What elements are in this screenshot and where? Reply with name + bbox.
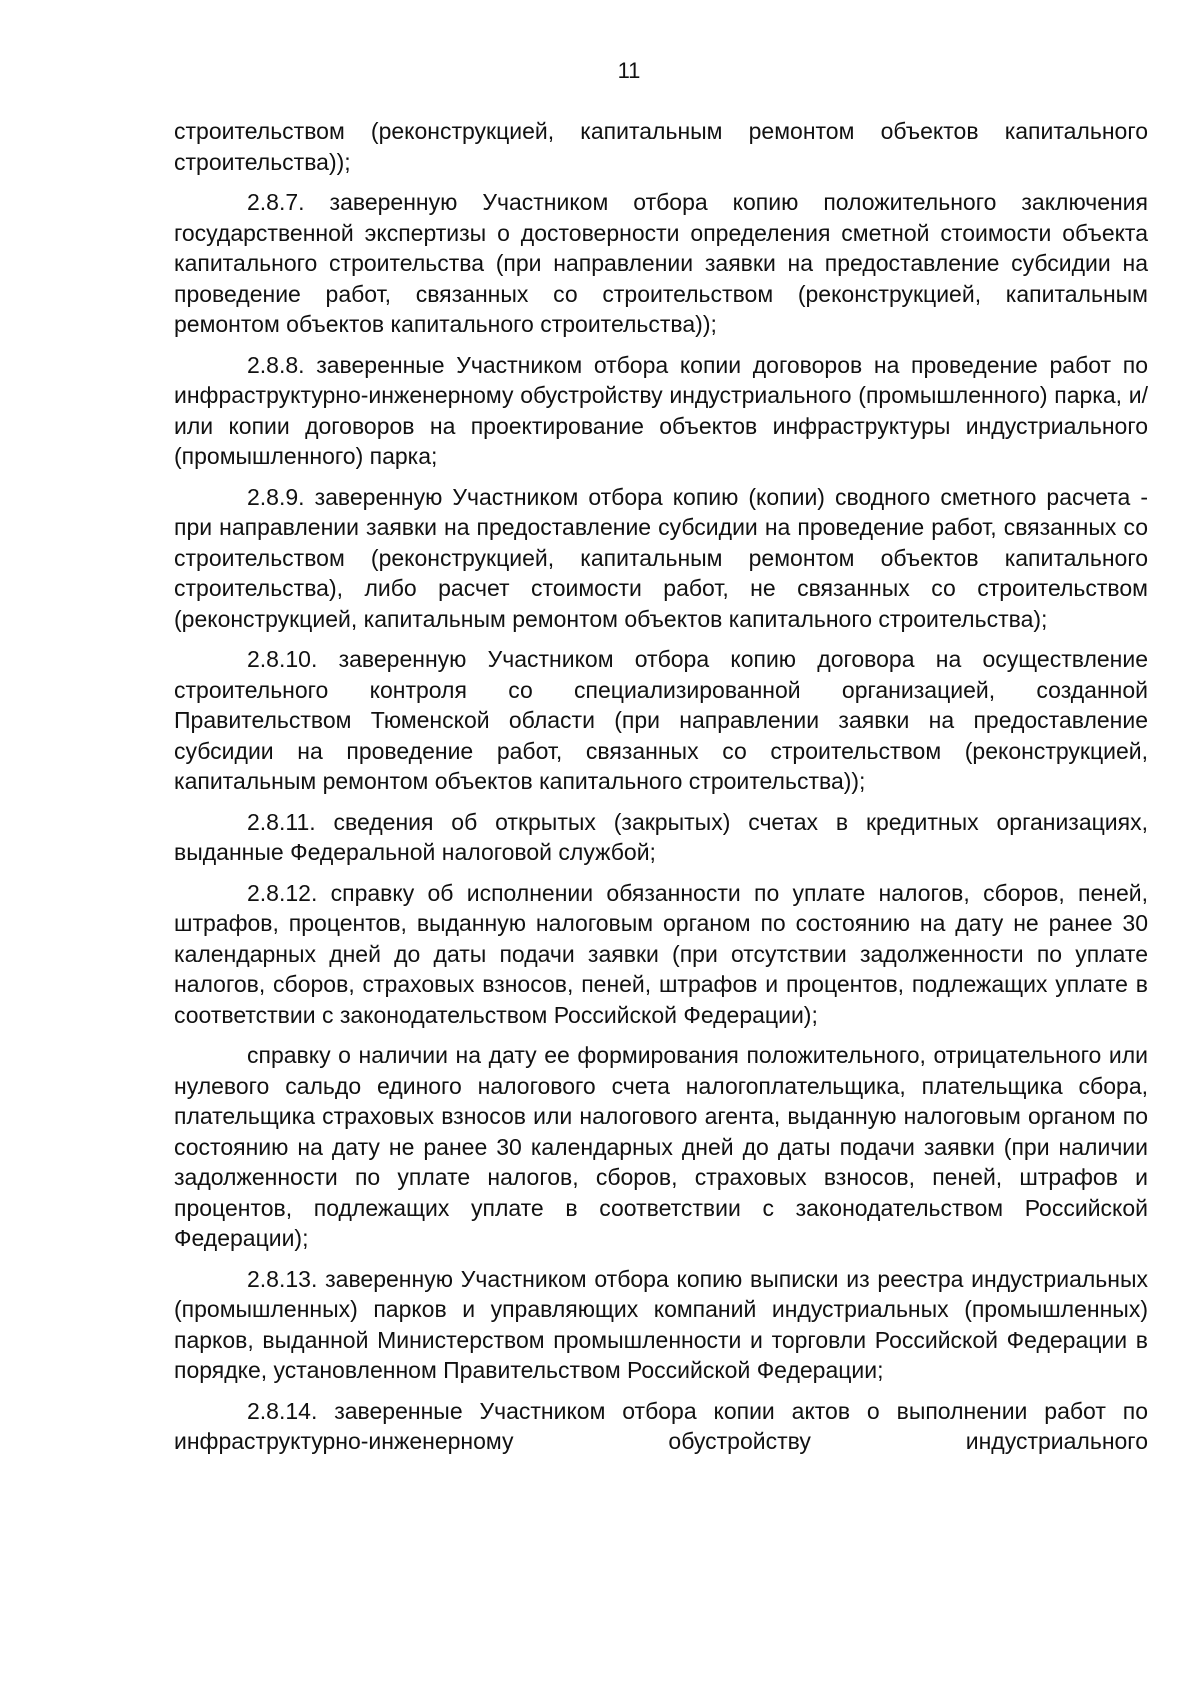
paragraph-2-8-11: 2.8.11. сведения об открытых (закрытых) счетах в кредитных организациях, выданные Федеральной налоговой службой;	[174, 808, 1148, 865]
paragraph-2-8-12: 2.8.12. справку об исполнении обязанности по уплате налогов, сборов, пеней, штрафов, процентов, выданную налоговым органом по состоянию на дату не ранее 30 календарных дней до даты подачи заявки (при отсутствии задолженности по уплате налогов, сборов, страховых взносов, пеней, штрафов и процентов, подлежащих уплате в соответствии с законодательством Российской Федерации);	[174, 879, 1148, 1028]
paragraph-2-8-9: 2.8.9. заверенную Участником отбора копию (копии) сводного сметного расчета - при направлении заявки на предоставление субсидии на проведение работ, связанных со строительством (реконструкцией, капитальным ремонтом объектов капитального строительства), либо расчет стоимости работ, не связанных со строительством (реконструкцией, капитальным ремонтом объектов капитального строительства);	[174, 483, 1148, 632]
paragraph-2-8-13: 2.8.13. заверенную Участником отбора копию выписки из реестра индустриальных (промышленных) парков и управляющих компаний индустриальных (промышленных) парков, выданной Министерством промышленности и торговли Российской Федерации в порядке, установленном Правительством Российской Федерации;	[174, 1265, 1148, 1383]
paragraph-2-8-10: 2.8.10. заверенную Участником отбора копию договора на осуществление строительного контроля со специализированной организацией, созданной Правительством Тюменской области (при направлении заявки на предоставление субсидии на проведение работ, связанных со строительством (реконструкцией, капитальным ремонтом объектов капитального строительства));	[174, 646, 1148, 794]
paragraph-balance-certificate: справку о наличии на дату ее формирования положительного, отрицательного или нулевого сальдо единого налогового счета налогоплательщика, плательщика сбора, плательщика страховых взносов или налогового агента, выданную налоговым органом по состоянию на дату не ранее 30 календарных дней до даты подачи заявки (при наличии задолженности по уплате налогов, сборов, страховых взносов, пеней, штрафов и процентов, подлежащих уплате в соответствии с законодательством Российской Федерации);	[174, 1042, 1148, 1251]
document-body	[174, 116, 1148, 1467]
paragraph-2-8-8: 2.8.8. заверенные Участником отбора копии договоров на проведение работ по инфраструктурно-инженерному обустройству индустриального (промышленного) парка, и/или копии договоров на проектирование объектов инфраструктуры индустриального (промышленного) парка;	[174, 351, 1148, 469]
page-number: 11	[617, 58, 641, 83]
paragraph-continuation: строительством (реконструкцией, капитальным ремонтом объектов капитального строительства));	[174, 118, 1148, 175]
paragraph-2-8-7: 2.8.7. заверенную Участником отбора копию положительного заключения государственной экспертизы о достоверности определения сметной стоимости объекта капитального строительства (при направлении заявки на предоставление субсидии на проведение работ, связанных со строительством (реконструкцией, капитальным ремонтом объектов капитального строительства));	[174, 189, 1148, 337]
paragraph-2-8-14: 2.8.14. заверенные Участником отбора копии актов о выполнении работ по инфраструктурно-инженерному обустройству индустриального	[174, 1397, 1148, 1454]
